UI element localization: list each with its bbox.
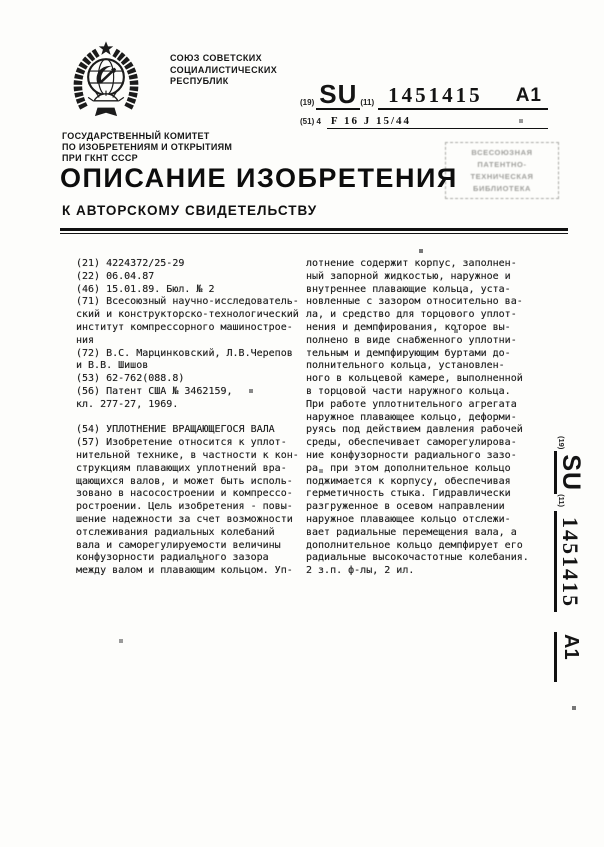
inid-code-11: (11) bbox=[557, 494, 566, 508]
text-line: радиальные высокочастотные колебания. bbox=[306, 552, 529, 564]
inid-code-19: (19) bbox=[557, 436, 566, 450]
text-line: конфузорности радиального зазора bbox=[76, 552, 269, 564]
publication-number-underline bbox=[378, 85, 548, 110]
text-line: разгруженное в осевом направлении bbox=[306, 501, 505, 513]
text-line: вала и саморегулируемости величины bbox=[76, 539, 281, 551]
ussr-coat-of-arms-icon bbox=[72, 36, 140, 124]
text-line: шение надежности за счет возможности bbox=[76, 513, 293, 525]
abstract-column-left bbox=[76, 258, 308, 578]
text-line: тельным и демпфирующим буртами до- bbox=[306, 347, 511, 359]
country-name-line: СОЮЗ СОВЕТСКИХ bbox=[170, 53, 263, 63]
kind-code: A1 bbox=[554, 632, 581, 682]
header-divider-rule bbox=[60, 228, 568, 234]
country-code: SU bbox=[554, 451, 583, 494]
text-line: ния bbox=[76, 334, 95, 346]
country-name-line: РЕСПУБЛИК bbox=[170, 76, 229, 86]
text-line: щающихся валов, и может быть исполь- bbox=[76, 475, 293, 487]
inid-code-51: (51) 4 bbox=[300, 117, 321, 126]
committee-line: ГОСУДАРСТВЕННЫЙ КОМИТЕТ bbox=[62, 131, 210, 141]
committee-line: ПО ИЗОБРЕТЕНИЯМ И ОТКРЫТИЯМ bbox=[62, 142, 233, 152]
text-line: полнительного кольца, установлен- bbox=[306, 360, 505, 372]
text-line: нения и демпфирования, которое вы- bbox=[306, 321, 511, 333]
text-line: 2 з.п. ф-лы, 2 ил. bbox=[306, 565, 415, 577]
text-line: полнено в виде снабженного уплотни- bbox=[306, 334, 517, 346]
text-line: дополнительное кольцо демпфирует его bbox=[306, 539, 523, 551]
text-line: наружное плавающее кольцо, деформи- bbox=[306, 411, 517, 423]
text-line: в торцовой части наружного кольца. bbox=[306, 385, 511, 397]
text-line: институт компрессорного машинострое- bbox=[76, 321, 293, 333]
ipc-classification: F 16 J 15/44 bbox=[327, 115, 548, 129]
inid-code-19: (19) bbox=[300, 98, 315, 107]
text-line: новленные с зазором относительно ва- bbox=[306, 296, 523, 308]
country-name-line: СОЦИАЛИСТИЧЕСКИХ bbox=[170, 64, 278, 75]
text-line: герметичность стыка. Гидравлически bbox=[306, 488, 511, 500]
text-line: наружное плавающее кольцо отслежи- bbox=[306, 513, 511, 525]
text-line: ного в кольцевой камере, выполненной bbox=[306, 373, 523, 385]
document-title: ОПИСАНИЕ ИЗОБРЕТЕНИЯ bbox=[60, 163, 458, 193]
text-line: зовано в насосостроении и компрессо- bbox=[76, 488, 293, 500]
text-line: (46) 15.01.89. Бюл. № 2 bbox=[76, 283, 215, 295]
scan-noise-specks bbox=[0, 0, 2, 2]
text-line: внутреннее плавающие кольца, уста- bbox=[306, 283, 511, 295]
ipc-classification-row bbox=[300, 113, 548, 129]
text-line: (53) 62-762(088.8) bbox=[76, 373, 185, 385]
issuing-committee bbox=[62, 131, 262, 164]
publication-number: 1451415 bbox=[388, 83, 483, 107]
country-code: SU bbox=[316, 81, 360, 110]
text-line: ние конфузорности радиального зазо- bbox=[306, 449, 517, 461]
kind-code: A1 bbox=[515, 85, 542, 106]
committee-line: ПРИ ГКНТ СССР bbox=[62, 153, 138, 163]
text-line: ра, при этом дополнительное кольцо bbox=[306, 462, 511, 474]
text-line: вает радиальные перемещения вала, а bbox=[306, 526, 517, 538]
text-line: ный запорной жидкостью, наружное и bbox=[306, 270, 511, 282]
text-line: кл. 277-27, 1969. bbox=[76, 398, 179, 410]
publication-number: 1451415 bbox=[554, 511, 582, 612]
text-line: лотнение содержит корпус, заполнен- bbox=[306, 258, 517, 269]
text-line: При работе уплотнительного агрегата bbox=[306, 398, 517, 410]
text-line: и В.В. Шишов bbox=[76, 360, 149, 372]
text-line: (71) Всесоюзный научно-исследователь- bbox=[76, 296, 299, 308]
text-line: ский и конструкторско-технологический bbox=[76, 309, 299, 321]
text-line: отслеживания радиальных колебаний bbox=[76, 526, 275, 538]
abstract-column-right bbox=[306, 258, 548, 578]
country-name bbox=[170, 53, 300, 88]
text-line: струкциям плавающих уплотнений вра- bbox=[76, 462, 287, 474]
text-line: (21) 4224372/25-29 bbox=[76, 258, 185, 269]
document-subtitle: К АВТОРСКОМУ СВИДЕТЕЛЬСТВУ bbox=[62, 203, 318, 218]
stamp-line: ПАТЕНТНО-ТЕХНИЧЕСКАЯ bbox=[470, 159, 534, 181]
text-line: ла, и средство для торцового уплот- bbox=[306, 309, 517, 321]
text-line: поджимается к корпусу, обеспечивая bbox=[306, 475, 511, 487]
text-line: между валом и плавающим кольцом. Уп- bbox=[76, 565, 293, 577]
text-line bbox=[76, 412, 308, 425]
inid-code-11: (11) bbox=[360, 98, 375, 107]
text-line: (22) 06.04.87 bbox=[76, 270, 155, 282]
stamp-line: ВСЕСОЮЗНАЯ bbox=[471, 147, 533, 157]
publication-number-row bbox=[300, 76, 548, 110]
text-line: (72) В.С. Марцинковский, Л.В.Черепов bbox=[76, 347, 293, 359]
stamp-line: БИБЛИОТЕКА bbox=[472, 183, 532, 193]
side-publication-number bbox=[554, 436, 592, 708]
text-line: ростроении. Цель изобретения - повы- bbox=[76, 501, 293, 513]
text-line: (56) Патент США № 3462159, bbox=[76, 385, 233, 397]
text-line: (57) Изобретение относится к уплот- bbox=[76, 437, 287, 449]
text-line: руясь под действием давления рабочей bbox=[306, 424, 523, 436]
text-line: среды, обеспечивает саморегулирова- bbox=[306, 437, 517, 449]
text-line: (54) УПЛОТНЕНИЕ ВРАЩАЮЩЕГОСЯ ВАЛА bbox=[76, 424, 275, 436]
text-line: нительной технике, в частности к кон- bbox=[76, 449, 299, 461]
